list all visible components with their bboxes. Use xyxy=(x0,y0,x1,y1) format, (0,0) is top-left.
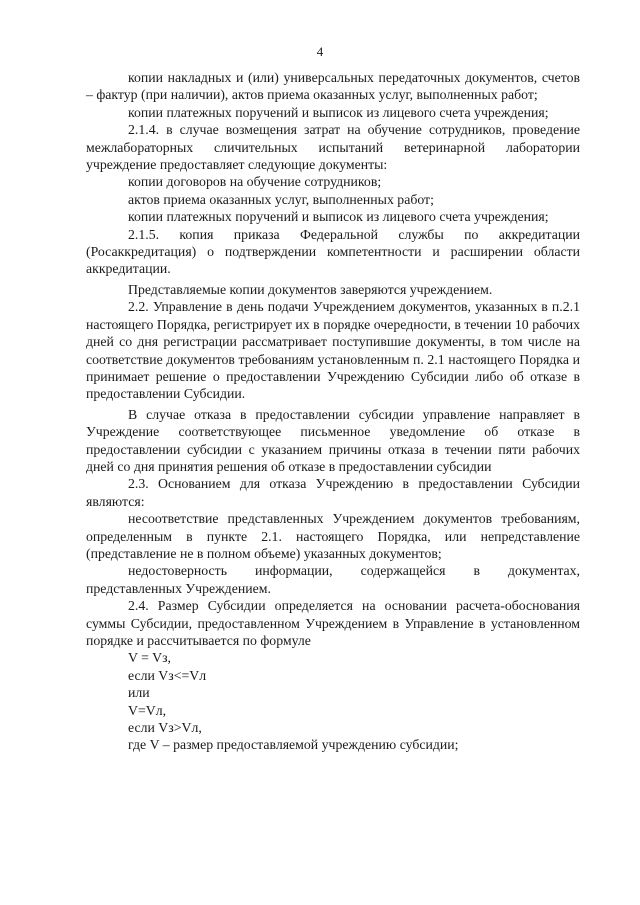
page-number: 4 xyxy=(316,44,324,59)
document-body xyxy=(86,69,580,754)
paragraph-copies-contracts: копии договоров на обучение сотрудников; xyxy=(128,174,382,190)
formula-line: V=Vл, xyxy=(128,702,167,718)
paragraph-2-1-5: 2.1.5. копия приказа Федеральной службы по аккредитации (Росаккредитация) о подтверждении компетентности и расширении области аккредитации. xyxy=(86,226,580,277)
paragraph-2-2: 2.2. Управление в день подачи Учреждением документов, указанных в п.2.1 настоящего Порядка, регистрирует их в порядке очередности, в течении 10 рабочих дней со дня регистрации рассматривает поступившие документы, в том числе на соответствие документов требованиям установленным п. 2.1 настоящего Порядка и принимает решение о предоставлении Учреждению Субсидии либо об отказе в предоставлении Субсидии. xyxy=(86,299,580,402)
formula-line: или xyxy=(128,685,150,701)
paragraph-certified-copies: Представляемые копии документов заверяются учреждением. xyxy=(128,281,493,297)
paragraph-2-3: 2.3. Основанием для отказа Учреждению в предоставлении Субсидии являются: xyxy=(86,476,580,509)
formula-line: V = Vз, xyxy=(128,650,172,666)
paragraph-noncompliance: несоответствие представленных Учреждением документов требованиям, определенным в пункте 2.1. настоящего Порядка, или непредставление (представление не в полном объеме) указанных документов; xyxy=(86,511,580,561)
paragraph-copies-payment-orders-2: копии платежных поручений и выписок из лицевого счета учреждения; xyxy=(128,209,549,225)
paragraph-refusal-notice: В случае отказа в предоставлении субсидии управление направляет в Учреждение соответствующее письменное уведомление об отказе в предоставлении субсидии с указанием причины отказа в течении пяти рабочих дней со дня принятия решения об отказе в предоставлении субсидии xyxy=(86,406,580,474)
paragraph-copies-invoices: копии накладных и (или) универсальных передаточных документов, счетов – фактур (при наличии), актов приема оказанных услуг, выполненных работ; xyxy=(86,70,580,103)
formula-line: если Vз<=Vл xyxy=(128,667,207,683)
paragraph-2-1-4: 2.1.4. в случае возмещения затрат на обучение сотрудников, проведение межлабораторных сличительных испытаний ветеринарной лаборатории учреждение предоставляет следующие документы: xyxy=(86,122,580,173)
paragraph-acts: актов приема оказанных услуг, выполненных работ; xyxy=(128,191,434,207)
paragraph-2-4: 2.4. Размер Субсидии определяется на основании расчета-обоснования суммы Субсидии, предоставленном Учреждением в Управление в установленном порядке и рассчитывается по формуле xyxy=(86,598,580,648)
formula-definition: где V – размер предоставляемой учреждению субсидии; xyxy=(128,737,459,753)
formula-line: если Vз>Vл, xyxy=(128,720,202,736)
formula-block xyxy=(86,649,580,753)
paragraph-unreliability: недостоверность информации, содержащейся в документах, представленных Учреждением. xyxy=(86,563,580,596)
paragraph-copies-payment-orders: копии платежных поручений и выписок из лицевого счета учреждения; xyxy=(128,104,549,120)
